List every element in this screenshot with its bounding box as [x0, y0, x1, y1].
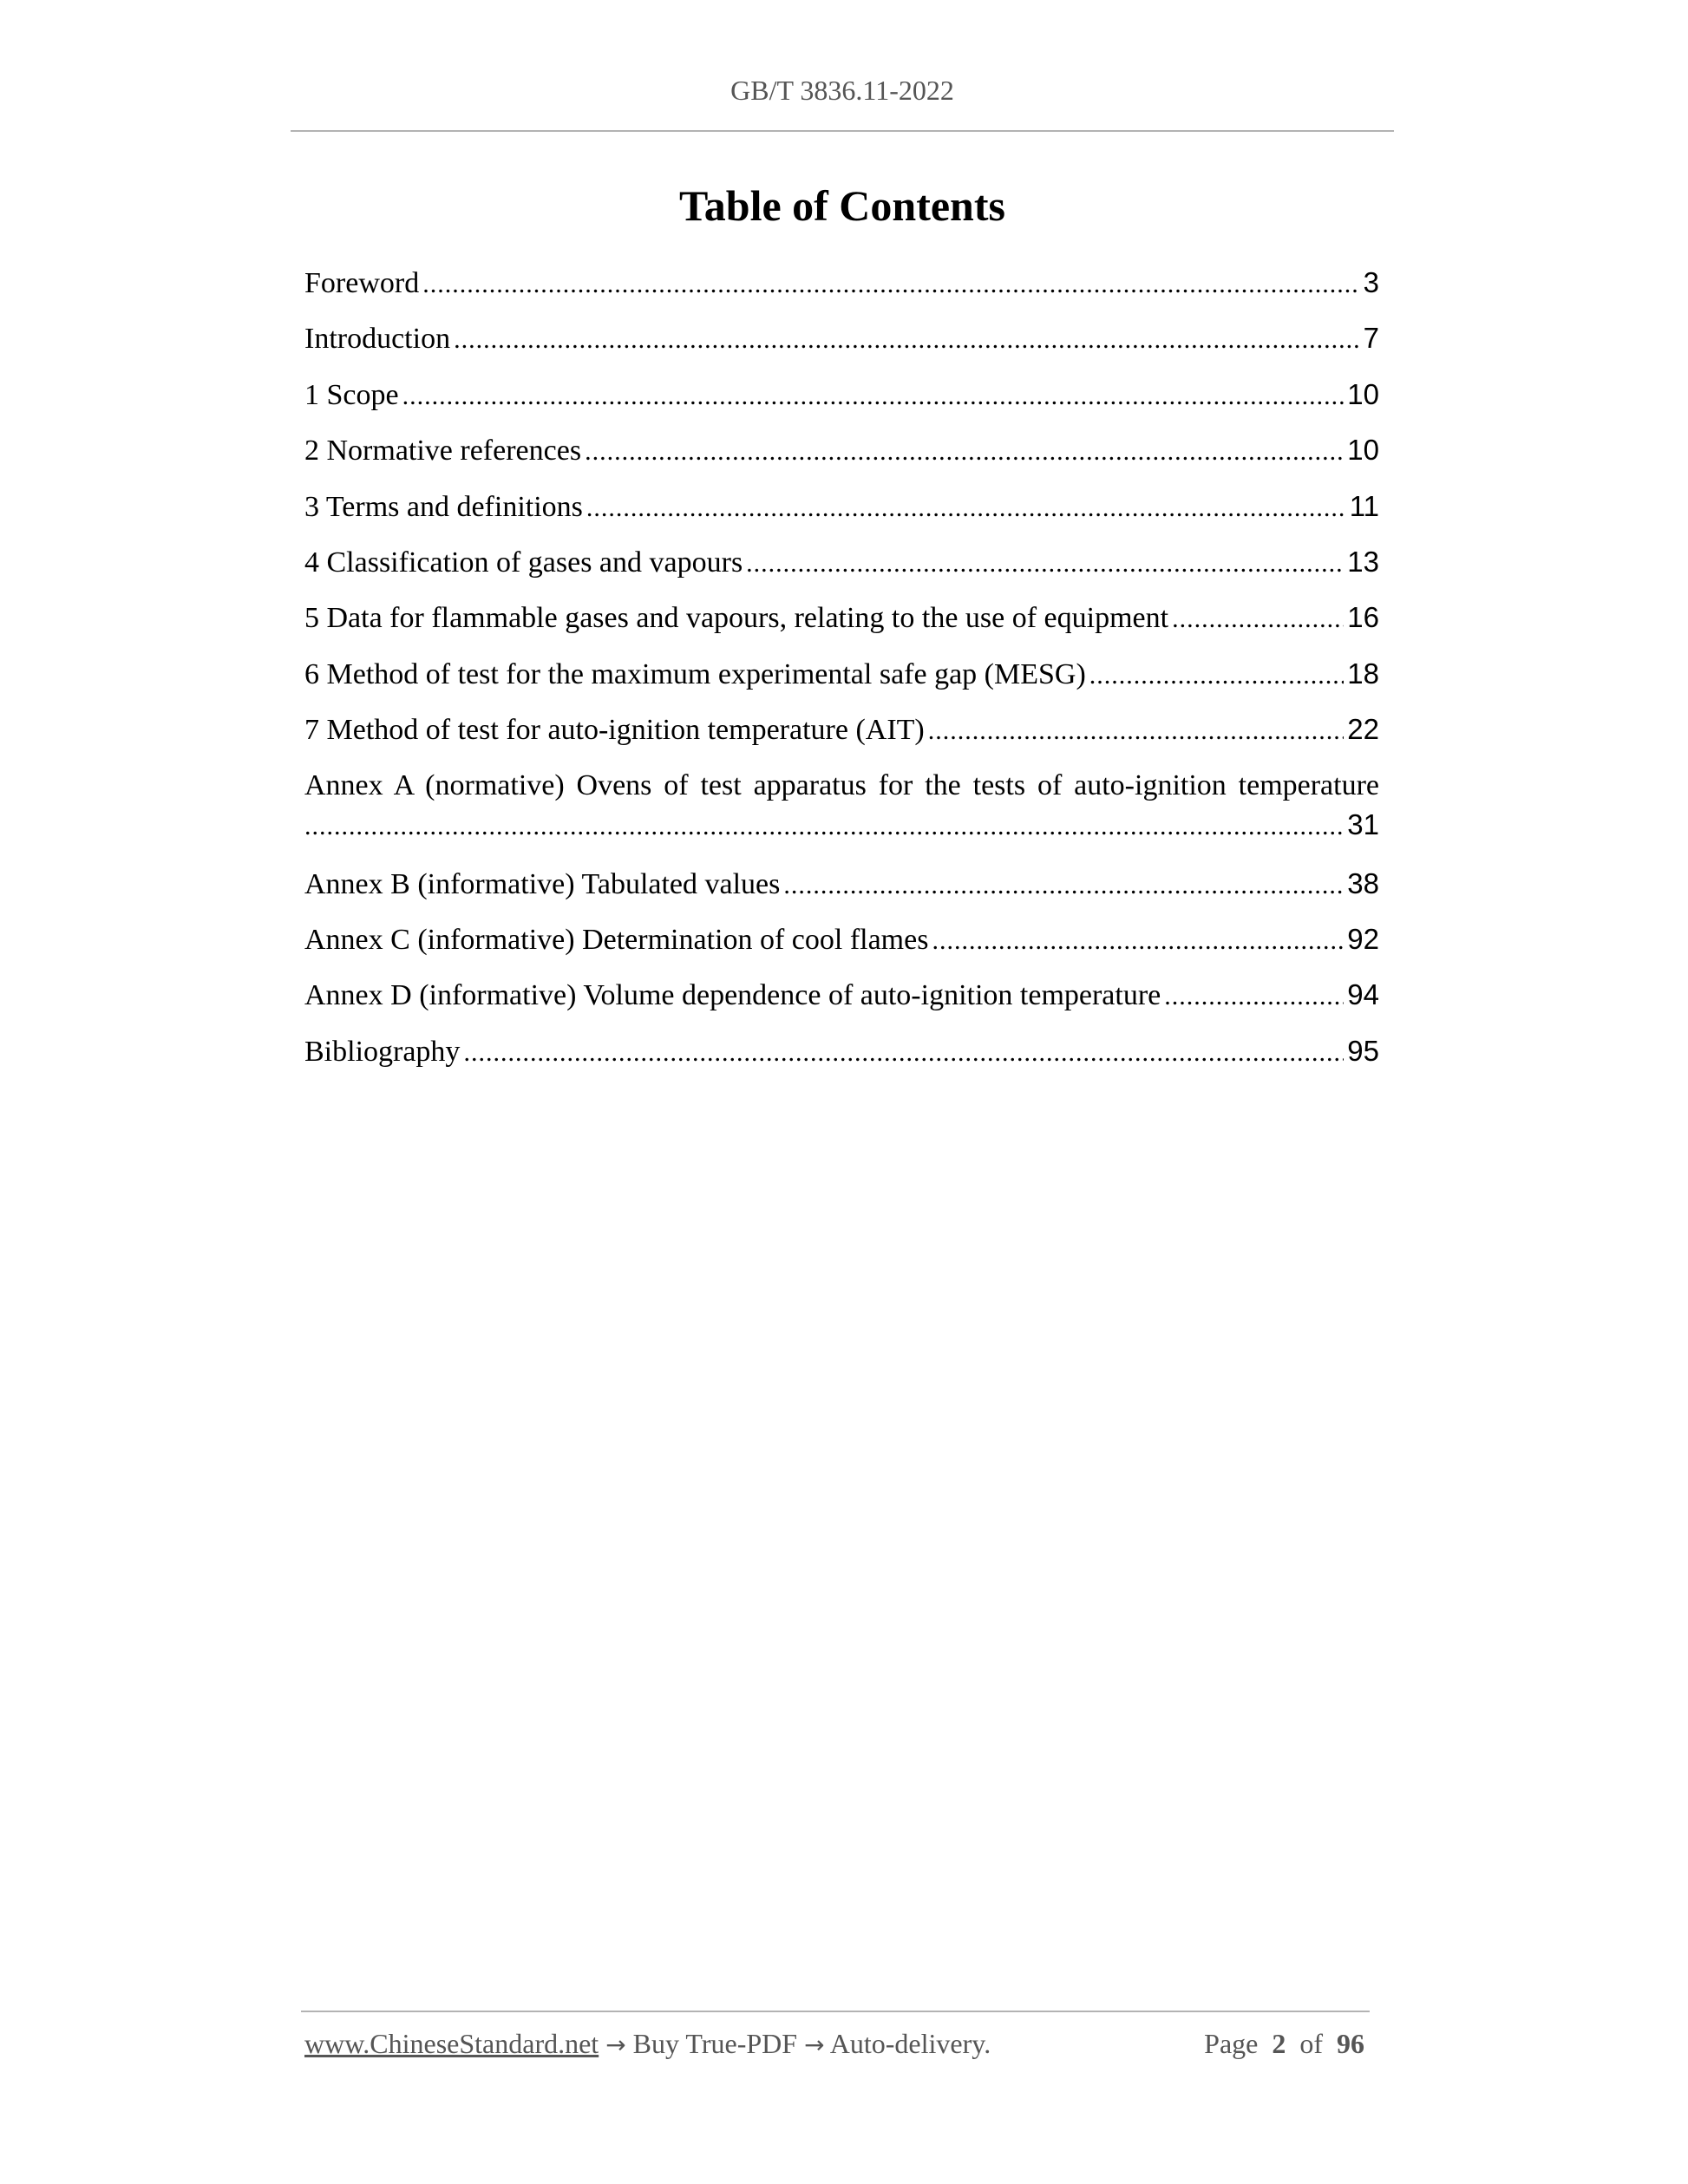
- toc-entry-introduction[interactable]: [304, 316, 1379, 371]
- toc-leader-dots: [585, 429, 1344, 474]
- toc-entry-title: 7 Method of test for auto-ignition temperature (AIT): [304, 714, 925, 747]
- toc-entry-page: 95: [1347, 1034, 1379, 1067]
- arrow-right-icon: →: [804, 2030, 825, 2059]
- toc-entry-annex-d[interactable]: [304, 972, 1379, 1028]
- toc-entry-bibliography[interactable]: [304, 1029, 1379, 1084]
- toc-leader-dots: [932, 919, 1344, 964]
- table-of-contents: [304, 260, 1379, 1084]
- toc-entry-terms-definitions[interactable]: [304, 484, 1379, 539]
- page-total: 96: [1337, 2028, 1364, 2059]
- footer-divider: [301, 2011, 1370, 2012]
- toc-entry-title: 2 Normative references: [304, 435, 582, 468]
- page-footer: [304, 2028, 1364, 2060]
- arrow-right-icon: →: [605, 2030, 626, 2059]
- toc-entry-title: 4 Classification of gases and vapours: [304, 546, 743, 579]
- toc-entry-title: Annex A (normative) Ovens of test apparatus for the tests of auto-ignition temperature: [304, 768, 1379, 801]
- toc-entry-title: 6 Method of test for the maximum experimental safe gap (MESG): [304, 657, 1086, 690]
- toc-entry-page: 11: [1349, 489, 1379, 522]
- toc-entry-annex-a[interactable]: [304, 763, 1379, 861]
- toc-leader-dots: [454, 317, 1360, 363]
- toc-entry-title: Introduction: [304, 323, 451, 356]
- toc-entry-page: 10: [1347, 377, 1379, 410]
- toc-leader-dots: [746, 541, 1344, 586]
- toc-entry-title: 5 Data for flammable gases and vapours, relating to the use of equipment: [304, 602, 1169, 635]
- of-label: of: [1299, 2028, 1323, 2059]
- page-number: [1204, 2028, 1364, 2060]
- page-title: Table of Contents: [679, 181, 1005, 230]
- header-divider: [291, 130, 1394, 132]
- toc-entry-title: Annex C (informative) Determination of cool flames: [304, 923, 929, 956]
- toc-leader-dots: [463, 1030, 1344, 1076]
- toc-leader-dots: [928, 709, 1345, 754]
- toc-entry-ait-method[interactable]: [304, 707, 1379, 762]
- toc-entry-data-flammable[interactable]: [304, 595, 1379, 651]
- toc-leader-dots: [402, 374, 1345, 419]
- page-header: GB/T 3836.11-2022: [730, 75, 954, 106]
- buy-pdf-text: Buy True-PDF: [632, 2028, 798, 2059]
- toc-entry-title: Bibliography: [304, 1035, 461, 1068]
- toc-entry-annex-c[interactable]: [304, 917, 1379, 972]
- page-current: 2: [1272, 2028, 1286, 2059]
- toc-entry-page: 3: [1363, 266, 1379, 298]
- toc-leader-dots: [586, 486, 1346, 531]
- toc-entry-classification[interactable]: [304, 539, 1379, 595]
- toc-entry-mesg-method[interactable]: [304, 651, 1379, 707]
- toc-leader-dots: [783, 863, 1344, 908]
- toc-entry-page: 13: [1347, 545, 1379, 578]
- toc-entry-normative-references[interactable]: [304, 428, 1379, 483]
- toc-entry-page: 22: [1347, 713, 1379, 746]
- toc-leader-dots: [304, 804, 1344, 849]
- toc-entry-title: Annex D (informative) Volume dependence of auto-ignition temperature: [304, 979, 1161, 1012]
- toc-entry-title: Foreword: [304, 267, 420, 299]
- toc-entry-continuation: [304, 802, 1379, 847]
- toc-entry-page: 16: [1347, 601, 1379, 634]
- toc-leader-dots: [1172, 597, 1344, 642]
- footer-promo: [304, 2028, 991, 2060]
- toc-entry-page: 94: [1347, 978, 1379, 1011]
- toc-entry-page: 10: [1347, 434, 1379, 467]
- toc-entry-title: 1 Scope: [304, 378, 399, 411]
- auto-delivery-text: Auto-delivery.: [829, 2028, 991, 2059]
- toc-leader-dots: [1089, 653, 1345, 698]
- toc-entry-scope[interactable]: [304, 372, 1379, 428]
- toc-entry-page: 18: [1347, 657, 1379, 690]
- toc-entry-page: 38: [1347, 866, 1379, 899]
- toc-entry-title: Annex B (informative) Tabulated values: [304, 867, 781, 900]
- toc-entry-foreword[interactable]: [304, 260, 1379, 316]
- toc-leader-dots: [422, 262, 1359, 307]
- website-link[interactable]: www.ChineseStandard.net: [304, 2028, 599, 2059]
- toc-entry-title: 3 Terms and definitions: [304, 490, 583, 523]
- page-label: Page: [1204, 2028, 1259, 2059]
- toc-entry-page: 92: [1347, 922, 1379, 955]
- toc-entry-page: 31: [1347, 808, 1379, 840]
- toc-entry-page: 7: [1363, 322, 1379, 355]
- toc-leader-dots: [1164, 974, 1344, 1019]
- toc-entry-annex-b[interactable]: [304, 861, 1379, 917]
